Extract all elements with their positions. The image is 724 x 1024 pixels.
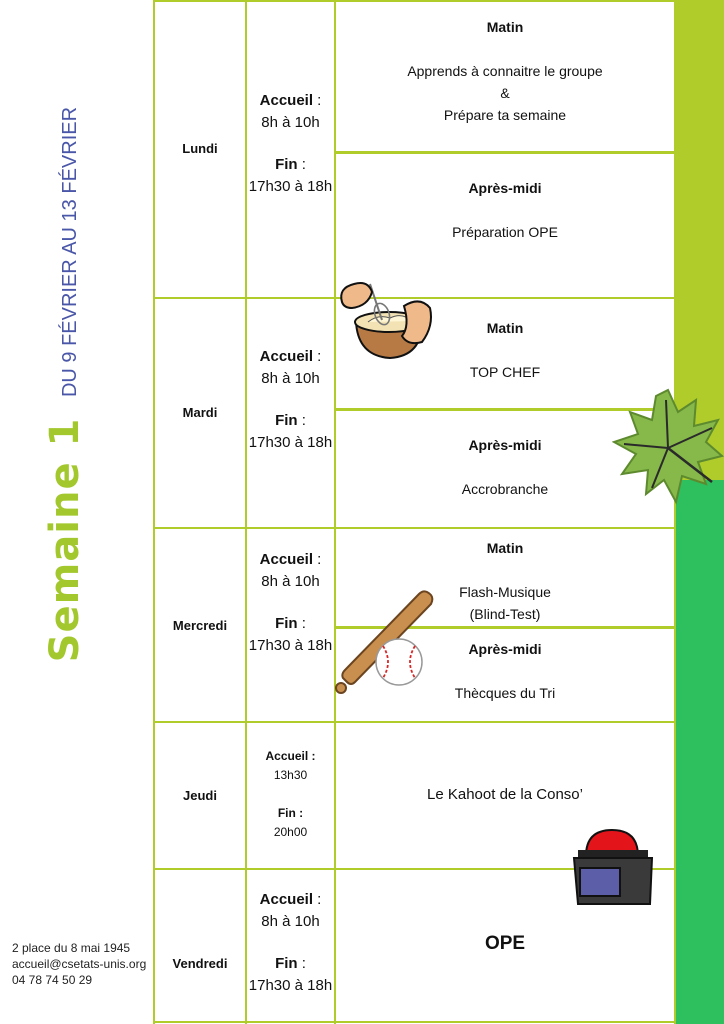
lundi-apres-midi	[336, 177, 674, 243]
matin-line-1: Apprends à connaitre le groupe	[407, 63, 603, 79]
colon: :	[297, 615, 306, 632]
table-border-top	[153, 0, 676, 2]
accueil-label: Accueil	[259, 348, 313, 365]
accueil-label: Accueil	[259, 92, 313, 109]
accueil-time: 8h à 10h	[261, 573, 320, 590]
accueil-label: Accueil	[259, 891, 313, 908]
right-strip-green	[676, 480, 724, 1024]
matin-heading: Matin	[486, 320, 524, 336]
hours-lundi	[247, 90, 334, 198]
accueil-time: 13h30	[273, 768, 308, 782]
fin-time: 17h30 à 18h	[248, 434, 333, 451]
matin-line-3: Prépare ta semaine	[443, 107, 567, 123]
hours-vendredi	[247, 889, 334, 997]
fin-label: Fin	[275, 955, 298, 972]
apres-midi-heading: Après-midi	[468, 180, 542, 196]
colon: :	[308, 749, 316, 763]
accueil-label: Accueil	[259, 551, 313, 568]
cooking-bowl-icon	[338, 274, 436, 360]
lundi-matin	[336, 16, 674, 126]
apres-midi-activity: Préparation OPE	[452, 224, 558, 240]
contact-email: accueil@csetats-unis.org	[12, 957, 147, 971]
day-jeudi: Jeudi	[183, 788, 217, 803]
row-divider-2	[153, 527, 676, 529]
accueil-label: Accueil	[265, 749, 309, 763]
apres-midi-heading: Après-midi	[468, 641, 542, 657]
red-buzzer-icon	[572, 826, 654, 908]
colon: :	[295, 806, 304, 820]
colon: :	[313, 891, 322, 908]
fin-label: Fin	[275, 156, 298, 173]
baseball-bat-ball-icon	[333, 588, 437, 696]
day-vendredi: Vendredi	[172, 956, 228, 971]
vendredi-activity: OPE	[484, 933, 526, 954]
date-range: DU 9 FÉVRIER AU 13 FÉVRIER	[59, 106, 81, 398]
contact-address: 2 place du 8 mai 1945	[12, 941, 131, 955]
week-title: Semaine 1	[42, 417, 88, 663]
matin-heading: Matin	[486, 19, 524, 35]
fin-label: Fin	[275, 615, 298, 632]
day-mercredi: Mercredi	[172, 618, 228, 633]
matin-line-2: &	[500, 85, 510, 101]
colon: :	[297, 412, 306, 429]
day-lundi: Lundi	[182, 141, 218, 156]
fin-time: 17h30 à 18h	[248, 178, 333, 195]
hours-jeudi	[247, 747, 334, 842]
hours-mardi	[247, 346, 334, 454]
leaf-icon	[612, 386, 724, 512]
fin-time: 17h30 à 18h	[248, 977, 333, 994]
fin-time: 17h30 à 18h	[248, 637, 333, 654]
colon: :	[297, 955, 306, 972]
fin-label: Fin	[277, 806, 296, 820]
accueil-time: 8h à 10h	[261, 370, 320, 387]
colon: :	[313, 551, 322, 568]
accueil-time: 8h à 10h	[261, 114, 320, 131]
apres-midi-activity: Accrobranche	[461, 481, 549, 497]
table-border-bottom	[153, 1021, 676, 1023]
matin-line-2: (Blind-Test)	[469, 606, 541, 622]
jeudi-activity: Le Kahoot de la Conso’	[427, 786, 583, 803]
contact-phone: 04 78 74 50 29	[12, 973, 93, 987]
apres-midi-heading: Après-midi	[468, 437, 542, 453]
accueil-time: 8h à 10h	[261, 913, 320, 930]
colon: :	[313, 92, 322, 109]
row-divider-3	[153, 721, 676, 723]
matin-line-1: Flash-Musique	[459, 584, 551, 600]
matin-activity: TOP CHEF	[469, 364, 541, 380]
half-day-divider-lundi	[335, 151, 675, 154]
colon: :	[313, 348, 322, 365]
fin-time: 20h00	[273, 825, 308, 839]
day-mardi: Mardi	[182, 405, 218, 420]
apres-midi-activity: Thècques du Tri	[454, 685, 556, 701]
matin-heading: Matin	[486, 540, 524, 556]
contact-block	[12, 940, 146, 988]
hours-mercredi	[247, 549, 334, 657]
colon: :	[297, 156, 306, 173]
fin-label: Fin	[275, 412, 298, 429]
